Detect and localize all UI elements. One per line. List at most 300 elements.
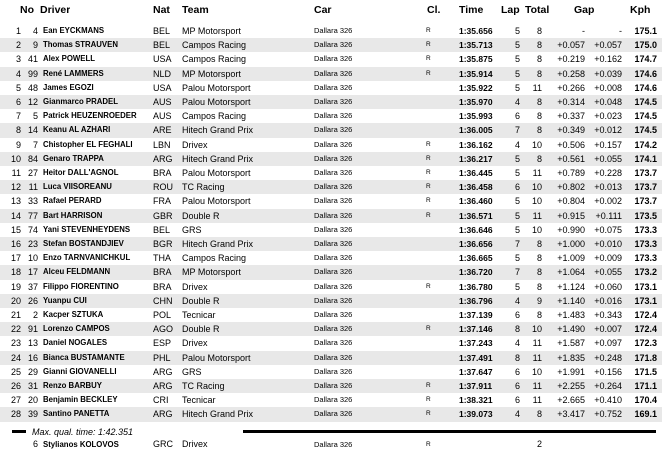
class: R (426, 211, 431, 219)
best-lap: 5 (514, 153, 520, 164)
best-lap: 5 (514, 54, 520, 65)
car-model: Dallara 326 (314, 153, 353, 163)
nq-class: R (426, 441, 431, 448)
team-name: Palou Motorsport (182, 352, 251, 363)
non-qualified-row (0, 439, 662, 450)
class: R (426, 140, 431, 148)
gap-to-previous: +0.012 (594, 125, 622, 136)
team-name: TC Racing (182, 381, 225, 391)
car-number: 5 (32, 111, 38, 122)
lap-time: 1:35.656 (459, 26, 493, 36)
car-number: 9 (32, 40, 38, 51)
gap-to-previous: +0.039 (594, 68, 622, 79)
qualification-separator (0, 426, 662, 438)
nationality: ARG (153, 381, 173, 391)
position: 19 (10, 281, 21, 292)
header-car: Car (314, 4, 332, 16)
team-name: Double R (182, 295, 220, 306)
speed-kph: 175.1 (634, 26, 657, 36)
team-name: TC Racing (182, 182, 225, 193)
car-number: 20 (27, 395, 38, 406)
table-row (0, 95, 662, 109)
driver-name: Chistopher EL FEGHALI (43, 139, 133, 149)
nationality: ARE (153, 125, 172, 136)
table-row (0, 123, 662, 137)
total-laps: 10 (531, 324, 542, 335)
class: R (426, 396, 431, 404)
team-name: Drivex (182, 139, 208, 150)
best-lap: 5 (514, 210, 520, 221)
driver-name: Rafael PERARD (43, 196, 102, 206)
nationality: AGO (153, 324, 174, 335)
position: 18 (10, 267, 21, 278)
gap-to-leader: +0.789 (557, 168, 585, 178)
car-number: 99 (27, 68, 38, 79)
total-laps: 10 (531, 182, 542, 193)
car-model: Dallara 326 (314, 324, 353, 334)
best-lap: 4 (514, 139, 520, 150)
car-model: Dallara 326 (314, 366, 353, 376)
gap-to-leader: +3.417 (557, 409, 585, 420)
nationality: AUS (153, 97, 172, 107)
nq-total: 2 (536, 439, 542, 449)
class: R (426, 55, 431, 63)
nationality: NLD (153, 68, 172, 79)
total-laps: 10 (531, 224, 542, 235)
lap-time: 1:37.911 (459, 381, 493, 391)
class: R (426, 410, 431, 418)
team-name: MP Motorsport (182, 26, 241, 36)
nationality: CHN (153, 295, 173, 306)
position: 23 (10, 338, 21, 349)
speed-kph: 173.1 (634, 295, 657, 306)
speed-kph: 174.6 (634, 68, 657, 79)
nationality: GBR (153, 210, 173, 221)
gap-to-previous: +0.075 (594, 224, 622, 235)
nationality: THA (153, 253, 171, 264)
table-row (0, 67, 662, 81)
lap-time: 1:37.146 (459, 324, 493, 335)
driver-name: Gianmarco PRADEL (43, 97, 118, 106)
driver-name: James EGOZI (43, 82, 94, 92)
gap-to-previous: +0.157 (594, 139, 622, 150)
driver-name: Thomas STRAUVEN (43, 40, 118, 50)
car-model: Dallara 326 (314, 310, 353, 319)
nationality: AUS (153, 111, 172, 122)
header-row (0, 2, 662, 18)
table-row (0, 223, 662, 237)
gap-to-leader: +0.349 (557, 125, 585, 136)
lap-time: 1:36.780 (459, 281, 493, 292)
driver-name: Luca VIISOREANU (43, 182, 112, 192)
speed-kph: 173.1 (634, 281, 657, 292)
car-model: Dallara 326 (314, 82, 353, 92)
gap-to-previous: +0.055 (594, 267, 622, 278)
nationality: BEL (153, 224, 171, 235)
car-model: Dallara 326 (314, 26, 353, 35)
total-laps: 11 (532, 168, 542, 178)
nq-team: Drivex (182, 439, 208, 449)
gap-to-leader: +2.255 (557, 381, 585, 391)
gap-to-leader: +0.506 (557, 139, 585, 150)
car-number: 77 (27, 210, 38, 221)
car-model: Dallara 326 (314, 224, 353, 234)
total-laps: 8 (536, 267, 542, 278)
class: R (426, 27, 431, 34)
class: R (426, 282, 431, 290)
nationality: BEL (153, 40, 171, 51)
gap-to-leader: +2.665 (557, 395, 585, 406)
lap-time: 1:36.445 (459, 168, 493, 178)
class: R (426, 154, 431, 162)
nationality: POL (153, 310, 172, 320)
speed-kph: 173.2 (634, 267, 657, 278)
car-model: Dallara 326 (314, 111, 353, 121)
total-laps: 9 (536, 295, 542, 306)
car-number: 13 (27, 338, 38, 349)
table-row (0, 251, 662, 265)
driver-name: Yani STEVENHEYDENS (43, 224, 131, 234)
total-laps: 10 (531, 139, 542, 150)
gap-to-previous: +0.002 (594, 196, 622, 207)
table-row (0, 336, 662, 350)
driver-name: Bianca BUSTAMANTE (43, 352, 125, 362)
header-kph: Kph (630, 4, 651, 16)
car-model: Dallara 326 (314, 352, 353, 362)
class: R (426, 325, 431, 333)
total-laps: 11 (532, 352, 542, 363)
gap-to-previous: +0.156 (594, 366, 622, 377)
lap-time: 1:35.875 (459, 54, 493, 65)
gap-to-leader: +0.915 (557, 210, 585, 221)
speed-kph: 173.7 (634, 182, 657, 193)
car-number: 29 (27, 366, 38, 377)
lap-time: 1:36.162 (459, 139, 493, 150)
car-number: 17 (27, 267, 38, 278)
nationality: PHL (153, 352, 171, 363)
separator-line-right (243, 430, 656, 433)
separator-line-left (12, 430, 26, 433)
team-name: Hitech Grand Prix (182, 239, 254, 249)
position: 7 (15, 111, 21, 122)
position: 25 (10, 366, 21, 377)
nq-car: Dallara 326 (314, 440, 353, 449)
gap-to-previous: +0.752 (594, 409, 622, 420)
gap-to-previous: +0.343 (594, 310, 622, 320)
nationality: FRA (153, 196, 171, 207)
car-number: 74 (27, 224, 38, 235)
table-row (0, 322, 662, 336)
car-model: Dallara 326 (314, 409, 353, 419)
best-lap: 5 (514, 281, 520, 292)
speed-kph: 174.2 (634, 139, 657, 150)
speed-kph: 174.5 (634, 97, 657, 107)
speed-kph: 172.4 (634, 310, 657, 320)
best-lap: 4 (514, 409, 520, 420)
gap-to-previous: +0.060 (594, 281, 622, 292)
lap-time: 1:35.914 (459, 68, 493, 79)
team-name: Campos Racing (182, 40, 247, 51)
gap-to-leader: - (582, 26, 585, 36)
best-lap: 6 (514, 395, 520, 406)
lap-time: 1:36.665 (459, 253, 493, 264)
total-laps: 8 (536, 26, 542, 36)
best-lap: 6 (514, 381, 520, 391)
position: 15 (10, 224, 21, 235)
total-laps: 11 (532, 338, 542, 349)
position: 24 (10, 352, 21, 363)
gap-to-leader: +0.337 (557, 111, 585, 122)
position: 12 (10, 182, 21, 193)
lap-time: 1:36.458 (459, 182, 493, 193)
speed-kph: 173.3 (634, 224, 657, 235)
gap-to-leader: +0.258 (557, 68, 585, 79)
lap-time: 1:36.656 (459, 239, 493, 249)
position: 13 (10, 196, 21, 207)
lap-time: 1:36.646 (459, 224, 493, 235)
speed-kph: 173.3 (634, 239, 657, 249)
position: 11 (11, 168, 21, 178)
speed-kph: 171.1 (634, 381, 657, 391)
total-laps: 8 (536, 54, 542, 65)
best-lap: 6 (514, 310, 520, 320)
lap-time: 1:36.720 (459, 267, 493, 278)
gap-to-leader: +1.140 (557, 295, 585, 306)
car-number: 31 (27, 381, 38, 391)
position: 20 (10, 295, 21, 306)
best-lap: 4 (514, 295, 520, 306)
total-laps: 8 (536, 409, 542, 420)
gap-to-previous: +0.023 (594, 111, 622, 122)
nq-driver: Stylianos KOLOVOS (43, 440, 119, 449)
lap-time: 1:38.321 (459, 395, 493, 406)
class: R (426, 382, 431, 389)
lap-time: 1:36.796 (459, 295, 493, 306)
gap-to-leader: +1.064 (557, 267, 585, 278)
car-number: 23 (27, 239, 38, 249)
nationality: ARG (153, 366, 173, 377)
position: 3 (15, 54, 21, 65)
table-row (0, 280, 662, 294)
table-row (0, 308, 662, 322)
speed-kph: 170.4 (634, 395, 657, 406)
table-row (0, 81, 662, 95)
driver-name: Patrick HEUZENROEDER (43, 111, 137, 121)
team-name: Hitech Grand Prix (182, 125, 254, 136)
speed-kph: 174.1 (634, 153, 657, 164)
driver-name: Lorenzo CAMPOS (43, 324, 110, 334)
team-name: Campos Racing (182, 54, 247, 65)
speed-kph: 173.3 (634, 253, 657, 264)
car-number: 39 (27, 409, 38, 420)
table-row (0, 407, 662, 421)
best-lap: 5 (514, 253, 520, 264)
gap-to-leader: +0.219 (557, 54, 585, 65)
gap-to-leader: +0.804 (557, 196, 585, 207)
lap-time: 1:37.243 (459, 338, 493, 349)
gap-to-previous: +0.228 (594, 168, 622, 178)
team-name: MP Motorsport (182, 68, 241, 79)
car-model: Dallara 326 (314, 395, 353, 405)
nationality: ARG (153, 153, 173, 164)
position: 2 (15, 40, 21, 51)
table-row (0, 52, 662, 66)
total-laps: 8 (536, 40, 542, 51)
gap-to-previous: - (619, 26, 622, 36)
car-model: Dallara 326 (314, 182, 353, 192)
gap-to-leader: +0.802 (557, 182, 585, 193)
driver-name: Stefan BOSTANDJIEV (43, 239, 124, 248)
position: 8 (15, 125, 21, 136)
position: 16 (10, 239, 21, 249)
lap-time: 1:35.970 (459, 97, 493, 107)
nq-nat: GRC (153, 439, 173, 449)
car-model: Dallara 326 (314, 125, 353, 135)
table-row (0, 393, 662, 407)
gap-to-leader: +1.991 (557, 366, 585, 377)
driver-name: Heitor DALL'AGNOL (43, 168, 119, 177)
table-row (0, 209, 662, 223)
lap-time: 1:36.217 (459, 153, 493, 164)
best-lap: 5 (514, 196, 520, 207)
driver-name: Alex POWELL (43, 54, 95, 64)
gap-to-previous: +0.013 (594, 182, 622, 193)
class: R (426, 169, 431, 176)
total-laps: 11 (532, 395, 542, 406)
speed-kph: 174.5 (634, 125, 657, 136)
class: R (426, 197, 431, 205)
lap-time: 1:35.922 (459, 82, 493, 93)
speed-kph: 169.1 (634, 409, 657, 420)
driver-name: Daniel NOGALES (43, 338, 108, 348)
position: 14 (10, 210, 21, 221)
car-model: Dallara 326 (314, 68, 353, 78)
car-number: 33 (27, 196, 38, 207)
class: R (426, 41, 431, 49)
team-name: Tecnicar (182, 310, 216, 320)
car-model: Dallara 326 (314, 54, 353, 64)
position: 28 (10, 409, 21, 420)
total-laps: 8 (536, 97, 542, 107)
table-row (0, 237, 662, 251)
car-model: Dallara 326 (314, 210, 353, 220)
gap-to-previous: +0.248 (594, 352, 622, 363)
team-name: MP Motorsport (182, 267, 241, 278)
gap-to-previous: +0.410 (594, 395, 622, 406)
team-name: Drivex (182, 281, 208, 292)
position: 22 (10, 324, 21, 335)
header-no: No (20, 4, 34, 16)
gap-to-previous: +0.057 (594, 40, 622, 51)
team-name: Campos Racing (182, 111, 247, 122)
gap-to-leader: +1.124 (557, 281, 585, 292)
team-name: Palou Motorsport (182, 168, 251, 178)
table-row (0, 109, 662, 123)
gap-to-leader: +1.490 (557, 324, 585, 335)
nationality: LBN (153, 139, 171, 150)
gap-to-leader: +0.561 (557, 153, 585, 164)
speed-kph: 173.7 (634, 168, 657, 178)
total-laps: 11 (532, 82, 542, 93)
lap-time: 1:36.571 (459, 210, 493, 221)
nationality: ARG (153, 409, 173, 420)
driver-name: Bart HARRISON (43, 210, 103, 220)
car-model: Dallara 326 (314, 381, 353, 390)
nationality: BEL (153, 26, 171, 36)
position: 10 (10, 153, 21, 164)
nationality: BRA (153, 281, 172, 292)
best-lap: 5 (514, 26, 520, 36)
speed-kph: 175.0 (634, 40, 657, 51)
speed-kph: 174.6 (634, 82, 657, 93)
best-lap: 7 (514, 125, 520, 136)
best-lap: 5 (514, 40, 520, 51)
team-name: Palou Motorsport (182, 82, 251, 93)
car-number: 27 (27, 168, 38, 178)
driver-name: Benjamin BECKLEY (43, 395, 118, 405)
team-name: Palou Motorsport (182, 196, 251, 207)
table-row (0, 351, 662, 365)
class: R (426, 183, 431, 191)
best-lap: 5 (514, 224, 520, 235)
total-laps: 10 (531, 366, 542, 377)
team-name: GRS (182, 224, 202, 235)
driver-name: Keanu AL AZHARI (43, 125, 111, 135)
car-model: Dallara 326 (314, 253, 353, 263)
table-row (0, 294, 662, 308)
header-team: Team (182, 4, 209, 16)
car-number: 2 (32, 310, 38, 320)
total-laps: 8 (536, 310, 542, 320)
lap-time: 1:35.713 (459, 40, 493, 51)
total-laps: 8 (536, 153, 542, 164)
best-lap: 6 (514, 366, 520, 377)
gap-to-previous: +0.055 (594, 153, 622, 164)
lap-time: 1:36.005 (459, 125, 493, 136)
speed-kph: 171.5 (634, 366, 657, 377)
team-name: Double R (182, 324, 220, 335)
lap-time: 1:35.993 (459, 111, 493, 122)
position: 21 (10, 310, 21, 320)
driver-name: Ean EYCKMANS (43, 26, 105, 35)
car-model: Dallara 326 (314, 281, 353, 291)
total-laps: 8 (536, 111, 542, 122)
nationality: USA (153, 82, 172, 93)
car-model: Dallara 326 (314, 196, 353, 206)
header-driver: Driver (40, 4, 71, 16)
total-laps: 11 (532, 210, 542, 221)
best-lap: 7 (514, 267, 520, 278)
gap-to-previous: +0.162 (594, 54, 622, 65)
table-row (0, 138, 662, 152)
lap-time: 1:37.647 (459, 366, 493, 377)
gap-to-previous: +0.097 (594, 338, 622, 349)
team-name: Hitech Grand Prix (182, 153, 254, 164)
speed-kph: 174.5 (634, 111, 657, 122)
gap-to-previous: +0.010 (594, 239, 622, 249)
car-model: Dallara 326 (314, 239, 353, 248)
car-number: 37 (27, 281, 38, 292)
lap-time: 1:36.460 (459, 196, 493, 207)
table-row (0, 24, 662, 38)
nationality: ESP (153, 338, 172, 349)
header-cl: Cl. (427, 4, 441, 16)
best-lap: 7 (514, 239, 520, 249)
driver-name: Renzo BARBUY (43, 381, 102, 390)
table-row (0, 379, 662, 393)
team-name: Palou Motorsport (182, 97, 251, 107)
best-lap: 4 (514, 338, 520, 349)
